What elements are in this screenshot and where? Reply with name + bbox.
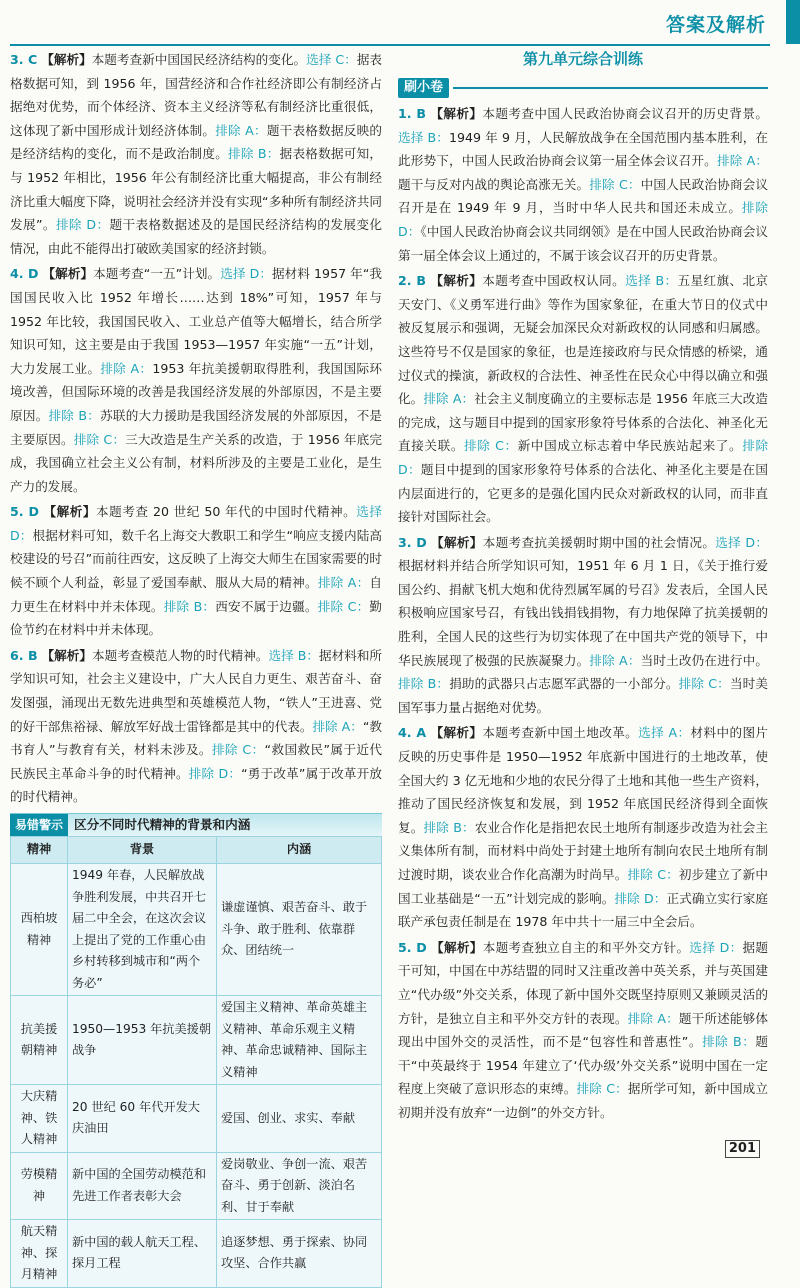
- background-cell: 新中国的载人航天工程、探月工程: [68, 1220, 217, 1288]
- spirit-name-cell: 劳模精神: [11, 1152, 68, 1220]
- analysis-label: 【解析】: [42, 266, 94, 282]
- right-questions: [398, 102, 768, 1125]
- answer-text: 捐助的武器只占志愿军武器的一小部分。: [449, 676, 679, 692]
- question-number: 4. D: [10, 266, 39, 282]
- option-label: 排除 C：: [464, 438, 518, 454]
- question-answer: [10, 48, 382, 260]
- question-number: 5. D: [398, 939, 427, 955]
- option-label: 排除 C：: [317, 598, 370, 614]
- answer-text: 西安不属于边疆。: [215, 598, 318, 614]
- meaning-cell: 爱岗敬业、争创一流、艰苦奋斗、勇于创新、淡泊名利、甘于奉献: [217, 1152, 382, 1220]
- option-label: 排除 C：: [627, 867, 679, 882]
- answer-text: 当时土改仍在进行中。: [640, 652, 769, 668]
- header-title: 答案及解析: [665, 14, 766, 36]
- answer-text: 题干所述能够体现出中国外交的灵活性，而不是“包容性和普惠性”。: [398, 1010, 768, 1050]
- analysis-label: 【解析】: [429, 106, 483, 121]
- spirit-comparison-table: [10, 836, 382, 1288]
- answer-text: 苏联的大力援助是我国经济发展的外部原因，不是主要原因。: [10, 407, 383, 447]
- option-label: 排除 B：: [702, 1034, 756, 1050]
- question-answer: [10, 262, 382, 498]
- option-label: 排除 B：: [398, 676, 450, 692]
- option-label: 排除 B：: [423, 819, 475, 835]
- spirit-name-cell: 航天精神、探月精神: [11, 1220, 68, 1288]
- meaning-cell: 爱国、创业、求实、奉献: [217, 1085, 382, 1153]
- meaning-cell: 追逐梦想、勇于探索、协同攻坚、合作共赢: [217, 1220, 382, 1288]
- table-header-cell: 精神: [11, 837, 68, 864]
- option-label: 选择 B：: [398, 129, 449, 145]
- section-tag: 刷小卷: [398, 78, 449, 98]
- answer-text: 据表格数据可知，到 1956 年，国营经济和合作社经济即公有制经济占据绝对优势，而个体经济、资本主义经济等私有制经济比重很低，这体现了新中国形成计划经济体制。: [10, 52, 383, 138]
- analysis-label: 【解析】: [429, 273, 483, 289]
- answer-text: 本题考查新中国国民经济结构的变化。: [91, 52, 307, 67]
- option-label: 选择 D：: [10, 504, 382, 543]
- answer-text: 本题考查模范人物的时代精神。: [92, 647, 269, 663]
- answer-text: 据所学可知，新中国成立初期并没有放弃“一边倒”的外交方针。: [398, 1081, 769, 1120]
- table-row: [11, 996, 382, 1085]
- option-label: 排除 C：: [73, 431, 126, 447]
- option-label: 排除 D：: [55, 217, 110, 233]
- question-number: 3. D: [398, 534, 427, 550]
- table-row: [11, 1085, 382, 1153]
- answer-text: 初步建立了新中国工业基础是“一五”计划完成的影响。: [398, 867, 769, 906]
- answer-text: 五星红旗、北京天安门、《义勇军进行曲》等作为国家象征，在重大节日的仪式中被反复展示和强调，无疑会加深民众对新政权的认同感和归属感。这些符号不仅是国家的象征，也是连接政府与民众情感的桥梁，通过仪式的操演，新政权的合法性、神圣性在民众心中得以确立和强化。: [398, 273, 769, 407]
- answer-text: 本题考查抗美援朝时期中国的社会情况。: [482, 534, 716, 550]
- option-label: 排除 B：: [48, 407, 101, 423]
- answer-text: 自力更生在材料中并未体现。: [10, 575, 383, 614]
- analysis-label: 【解析】: [430, 939, 483, 955]
- page-header: [0, 0, 800, 42]
- table-header-cell: 内涵: [217, 837, 382, 864]
- option-label: 选择 B：: [625, 273, 678, 289]
- analysis-label: 【解析】: [430, 534, 483, 550]
- spirit-name-cell: 西柏坡精神: [11, 864, 68, 996]
- answer-text: 题目中提到的国家形象符号体系的合法化、神圣化主要是在国内层面进行的，它更多的是强化国内民众对新政权的认同，而非直接针对国际社会。: [398, 461, 768, 525]
- answer-text: “救国救民”属于近代民族民主革命斗争的时代精神。: [10, 742, 382, 781]
- right-column: [398, 48, 768, 1127]
- question-answer: [398, 269, 768, 529]
- left-column: [10, 48, 382, 1288]
- question-answer: [398, 531, 768, 720]
- question-answer: [398, 936, 768, 1125]
- option-label: 排除 A：: [100, 360, 153, 376]
- header-divider: [10, 44, 770, 46]
- answer-text: 当时美国军事力量占据绝对优势。: [398, 676, 769, 715]
- question-number: 6. B: [10, 647, 38, 663]
- question-number: 3. C: [10, 52, 38, 67]
- option-label: 排除 D：: [398, 438, 769, 477]
- header-accent-bar: [786, 0, 800, 44]
- option-label: 排除 D：: [614, 890, 667, 906]
- answer-text: 农业合作化是指把农民土地所有制逐步改造为社会主义集体所有制，而材料中尚处于封建土地所有制向农民土地所有制过渡时期，谈农业合作化高潮为时尚早。: [398, 819, 769, 882]
- answer-text: 1949 年 9 月，人民解放战争在全国范围内基本胜利，在此形势下，中国人民政治协商会议第一届全体会议召开。: [398, 129, 768, 169]
- meaning-cell: 爱国主义精神、革命英雄主义精神、革命乐观主义精神、革命忠诚精神、国际主义精神: [217, 996, 382, 1085]
- option-label: 排除 A：: [317, 575, 370, 591]
- question-answer: [398, 102, 768, 267]
- section-tag-row: [398, 78, 768, 98]
- warning-badge: 易错警示: [10, 814, 68, 836]
- answer-text: 正式确立实行家庭联产承包责任制是在 1978 年中共十一届三中全会后。: [398, 890, 769, 930]
- answer-text: 题干表格数据反映的是经济结构的变化，而不是政治制度。: [10, 122, 383, 162]
- option-label: 排除 C：: [678, 676, 730, 692]
- option-label: 选择 D：: [689, 939, 743, 955]
- answer-text: 三大改造是生产关系的改造，于 1956 年底完成，我国确立社会主义公有制，材料所涉及的主要是工业化，是生产力的发展。: [10, 431, 383, 494]
- answer-text: 本题考查中国人民政治协商会议召开的历史背景。: [482, 106, 769, 121]
- analysis-label: 【解析】: [41, 647, 92, 663]
- question-answer: [10, 500, 382, 642]
- answer-text: “勇于改革”属于改革开放的时代精神。: [10, 765, 383, 805]
- question-answer: [10, 644, 382, 809]
- warning-title: 区分不同时代精神的背景和内涵: [74, 817, 251, 833]
- option-label: 排除 C：: [211, 742, 265, 758]
- background-cell: 1950—1953 年抗美援朝战争: [68, 996, 217, 1085]
- answer-text: 本题考查 20 世纪 50 年代的中国时代精神。: [95, 504, 357, 520]
- unit-title: 第九单元综合训练: [522, 50, 643, 68]
- answer-text: 本题考查“一五”计划。: [93, 266, 221, 282]
- option-label: 排除 D：: [398, 200, 769, 239]
- option-label: 排除 A：: [589, 652, 641, 668]
- option-label: 选择 D：: [220, 266, 273, 282]
- answer-text: 据材料 1957 年“我国国民收入比 1952 年增长……达到 18%”可知，1957 年与 1952 年比较，我国国民收入、工业总产值等大幅增长，结合所学知识可知，这主要是由于我国 1953—1957 年实施“一五”计划，大力发展工业。: [10, 266, 382, 376]
- question-number: 4. A: [398, 725, 427, 741]
- answer-text: 新中国成立标志着中华民族站起来了。: [517, 438, 743, 454]
- page-number: 201: [725, 1140, 760, 1158]
- option-label: 排除 A：: [627, 1010, 679, 1026]
- answer-text: 据表格数据可知，与 1952 年相比，1956 年公有制经济比重大幅提高，非公有制经济比重大幅度下降，说明社会经济并没有实现“多种所有制经济共同发展”。: [10, 146, 383, 233]
- question-answer: [398, 721, 768, 933]
- table-row: [11, 1152, 382, 1220]
- answer-text: 题干表格数据述及的是国民经济结构的发展变化情况，由此不能得出打破欧美国家的经济封锁。: [10, 217, 383, 256]
- option-label: 排除 A：: [312, 718, 363, 734]
- question-number: 2. B: [398, 273, 426, 289]
- meaning-cell: 谦虚谨慎、艰苦奋斗、敢于斗争、敢于胜利、依靠群众、团结统一: [217, 864, 382, 996]
- table-header-row: [11, 837, 382, 864]
- option-label: 排除 B：: [163, 598, 216, 614]
- analysis-label: 【解析】: [430, 725, 483, 741]
- option-label: 选择 C：: [306, 52, 357, 67]
- answer-text: 题干“中英最终于 1954 年建立了‘代办级’外交关系”说明中国在一定程度上突破了意识形态的束缚。: [398, 1034, 768, 1097]
- table-header-cell: 背景: [68, 837, 217, 864]
- answer-text: “教书育人”与教育有关，材料未涉及。: [10, 718, 383, 758]
- answer-text: 社会主义制度确立的主要标志是 1956 年底三大改造的完成，这与题目中提到的国家形象符号体系的合法化、神圣化无直接关联。: [398, 391, 769, 454]
- option-label: 排除 B：: [228, 146, 280, 162]
- answer-text: 据题干可知，中国在中苏结盟的同时又注重改善中英关系，并与英国建立“代办级”外交关系，体现了新中国外交既坚持原则又兼顾灵活的方针，是独立自主和平外交方针的表现。: [398, 939, 769, 1026]
- background-cell: 20 世纪 60 年代开发大庆油田: [68, 1085, 217, 1153]
- analysis-label: 【解析】: [42, 504, 96, 520]
- option-label: 选择 A：: [638, 725, 691, 741]
- option-label: 排除 A：: [716, 153, 769, 169]
- option-label: 选择 D：: [715, 534, 769, 550]
- left-questions: [10, 48, 382, 809]
- spirit-name-cell: 大庆精神、铁人精神: [11, 1085, 68, 1153]
- answer-text: 中国人民政治协商会议召开是在 1949 年 9 月，当时中华人民共和国还未成立。: [398, 176, 769, 216]
- question-number: 5. D: [10, 504, 39, 520]
- option-label: 排除 C：: [576, 1081, 628, 1097]
- table-row: [11, 1220, 382, 1288]
- option-label: 排除 D：: [188, 765, 242, 781]
- answer-text: 1953 年抗美援朝取得胜利，我国国际环境改善，但国际环境的改善是我国经济发展的外部原因，不是主要原因。: [10, 360, 382, 423]
- spirit-name-cell: 抗美援朝精神: [11, 996, 68, 1085]
- answer-text: 本题考查中国政权认同。: [482, 273, 626, 289]
- analysis-label: 【解析】: [41, 52, 92, 67]
- answer-text: 《中国人民政治协商会议共同纲领》是在中国人民政治协商会议第一届全体会议上通过的，不属于该会议召开的历史背景。: [398, 223, 768, 263]
- answer-text: 材料中的图片反映的历史事件是 1950—1952 年底新中国进行的土地改革，使全国大约 3 亿无地和少地的农民分得了土地和其他一些生产资料，推动了国民经济恢复和发展，到 1952 年底国民经济得到全面恢复。: [398, 725, 769, 835]
- option-label: 排除 A：: [423, 391, 475, 407]
- option-label: 排除 C：: [589, 176, 641, 192]
- option-label: 选择 B：: [268, 647, 319, 663]
- question-number: 1. B: [398, 106, 426, 121]
- answer-text: 根据材料可知，数千名上海交大教职工和学生“响应支援内陆高校建设的号召”而前往西安，这反映了上海交大师生在国家需要的时候不顾个人利益，彰显了爱国奉献、服从大局的精神。: [10, 527, 382, 591]
- answer-text: 据材料和所学知识可知，社会主义建设中，广大人民自力更生、艰苦奋斗、奋发图强，涌现出无数先进典型和英雄模范人物，“铁人”王进喜、党的好干部焦裕禄、解放军好战士雷锋都是其中的代表。: [10, 647, 383, 734]
- background-cell: 1949 年春，人民解放战争胜利发展，中共召开七届二中全会，在这次会议上提出了党的工作重心由乡村转移到城市和“两个务必”: [68, 864, 217, 996]
- answer-text: 勤俭节约在材料中并未体现。: [10, 598, 383, 638]
- option-label: 排除 A：: [215, 122, 267, 138]
- answer-text: 题干与反对内战的舆论高涨无关。: [398, 176, 590, 192]
- answer-text: 根据材料并结合所学知识可知，1951 年 6 月 1 日，《关于推行爱国公约、捐献飞机大炮和优待烈属军属的号召》发表后，全国人民积极响应国家号召，有钱出钱捐钱捐物，有力地保障了抗美援朝的胜利，全国人民的这些行为切实体现了在中国共产党的领导下，中华民族展现了极强的民族凝聚力。: [398, 558, 768, 668]
- answer-text: 本题考查独立自主的和平外交方针。: [482, 939, 690, 955]
- answer-text: 本题考查新中国土地改革。: [482, 725, 639, 741]
- table-row: [11, 864, 382, 996]
- section-tag-line: [453, 87, 768, 89]
- background-cell: 新中国的全国劳动模范和先进工作者表彰大会: [68, 1152, 217, 1220]
- warning-title-bar: [10, 813, 382, 836]
